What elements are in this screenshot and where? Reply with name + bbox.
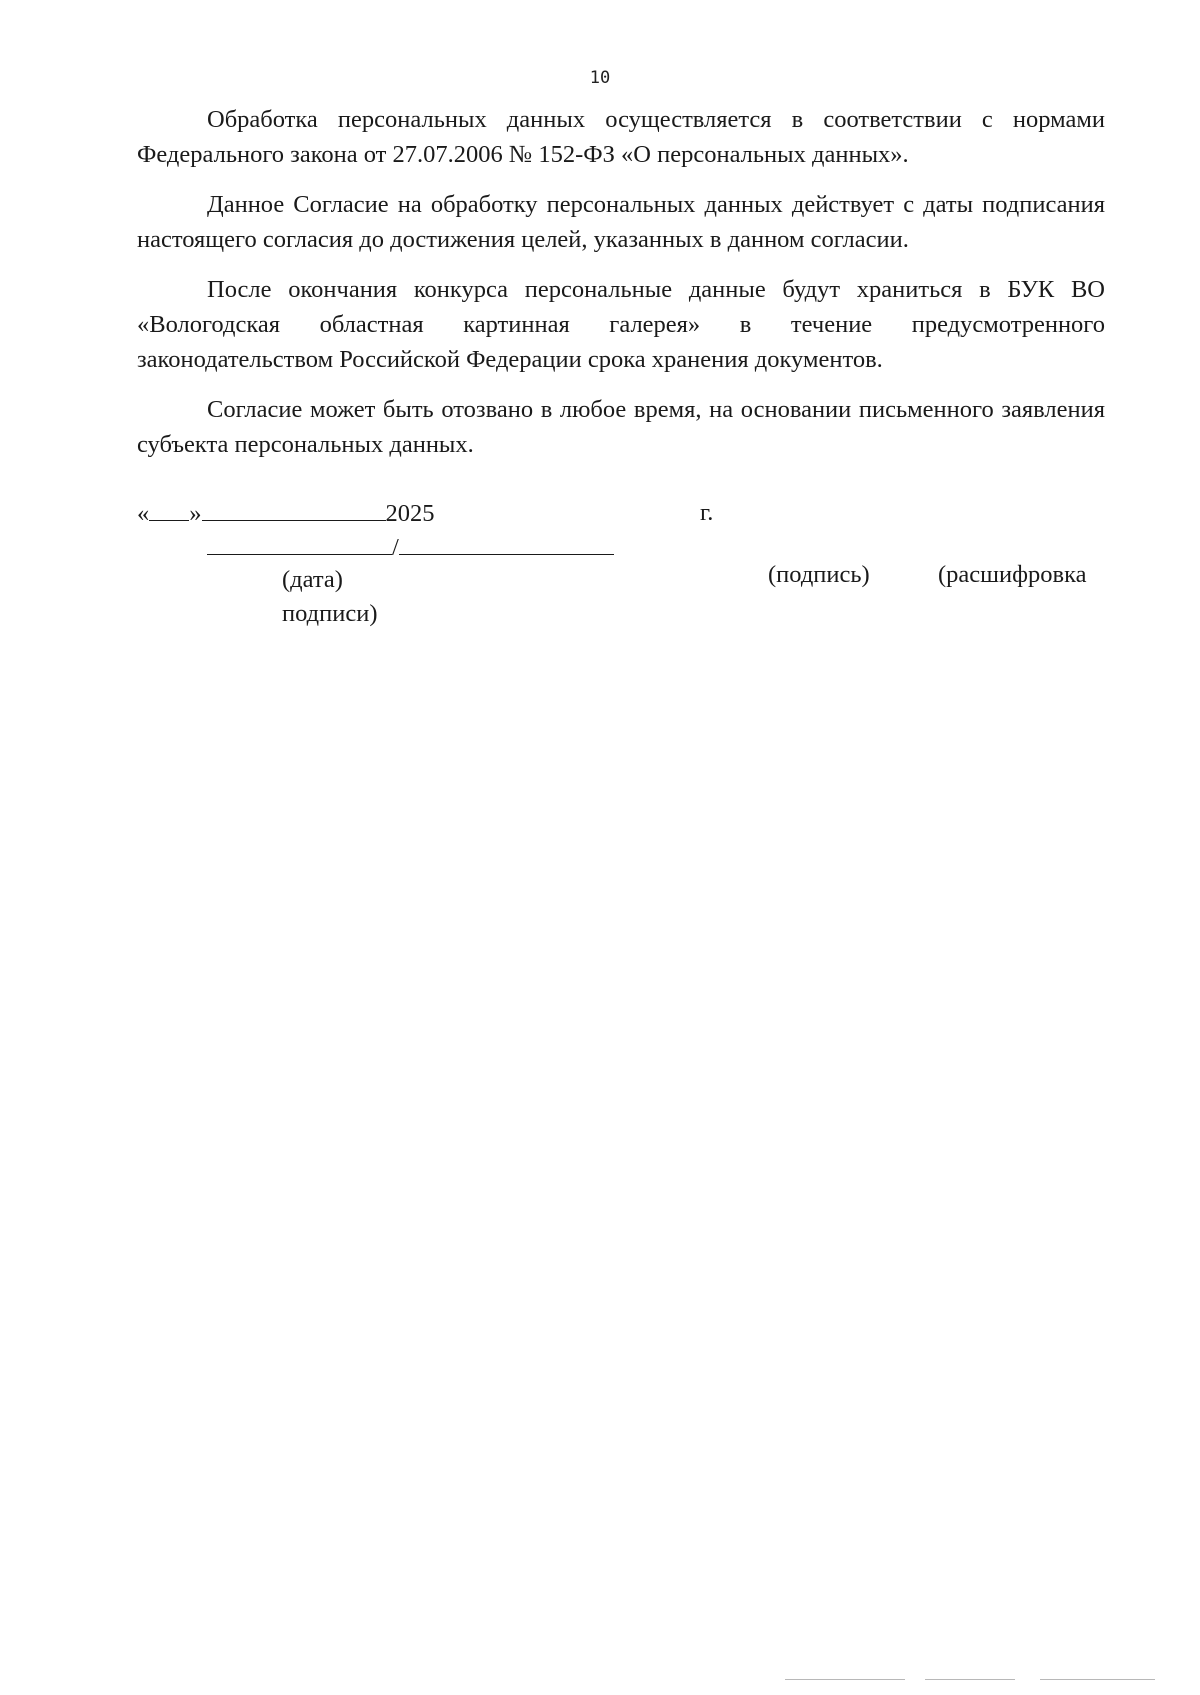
paragraph-storage: После окончания конкурса персональные данные будут храниться в БУК ВО «Вологодская областная картинная галерея» в течение предусмотренного законодательством Российской Федерации срока хранения документов. (137, 276, 1105, 373)
scan-artifact (1040, 1679, 1155, 1680)
scan-artifact (785, 1679, 905, 1680)
date-line (137, 498, 435, 529)
quote-open: « (137, 500, 150, 527)
signature-blank (207, 532, 392, 555)
day-blank (149, 498, 189, 521)
page-number: 10 (589, 68, 611, 88)
caption-decoding: (расшифровка (938, 561, 1087, 588)
caption-date: (дата) (282, 566, 343, 593)
decoding-blank (399, 532, 614, 555)
year-value: 2025 (385, 500, 435, 527)
signature-line (207, 532, 614, 563)
paragraph-revocation: Согласие может быть отозвано в любое время, на основании письменного заявления субъекта персональных данных. (137, 396, 1105, 458)
quote-close: » (189, 500, 202, 527)
caption-signature: (подпись) (768, 561, 870, 588)
scan-artifact (925, 1679, 1015, 1680)
paragraph-validity: Данное Согласие на обработку персональных данных действует с даты подписания настоящего согласия до достижения целей, указанных в данном согласии. (137, 191, 1105, 253)
month-blank (202, 498, 386, 521)
slash: / (392, 534, 399, 561)
caption-decoding-continued: подписи) (282, 600, 378, 627)
consent-body (137, 102, 1105, 462)
paragraph-legal-basis: Обработка персональных данных осуществляется в соответствии с нормами Федерального закона от 27.07.2006 № 152-ФЗ «О персональных данных». (137, 106, 1105, 168)
year-suffix: г. (700, 499, 714, 526)
